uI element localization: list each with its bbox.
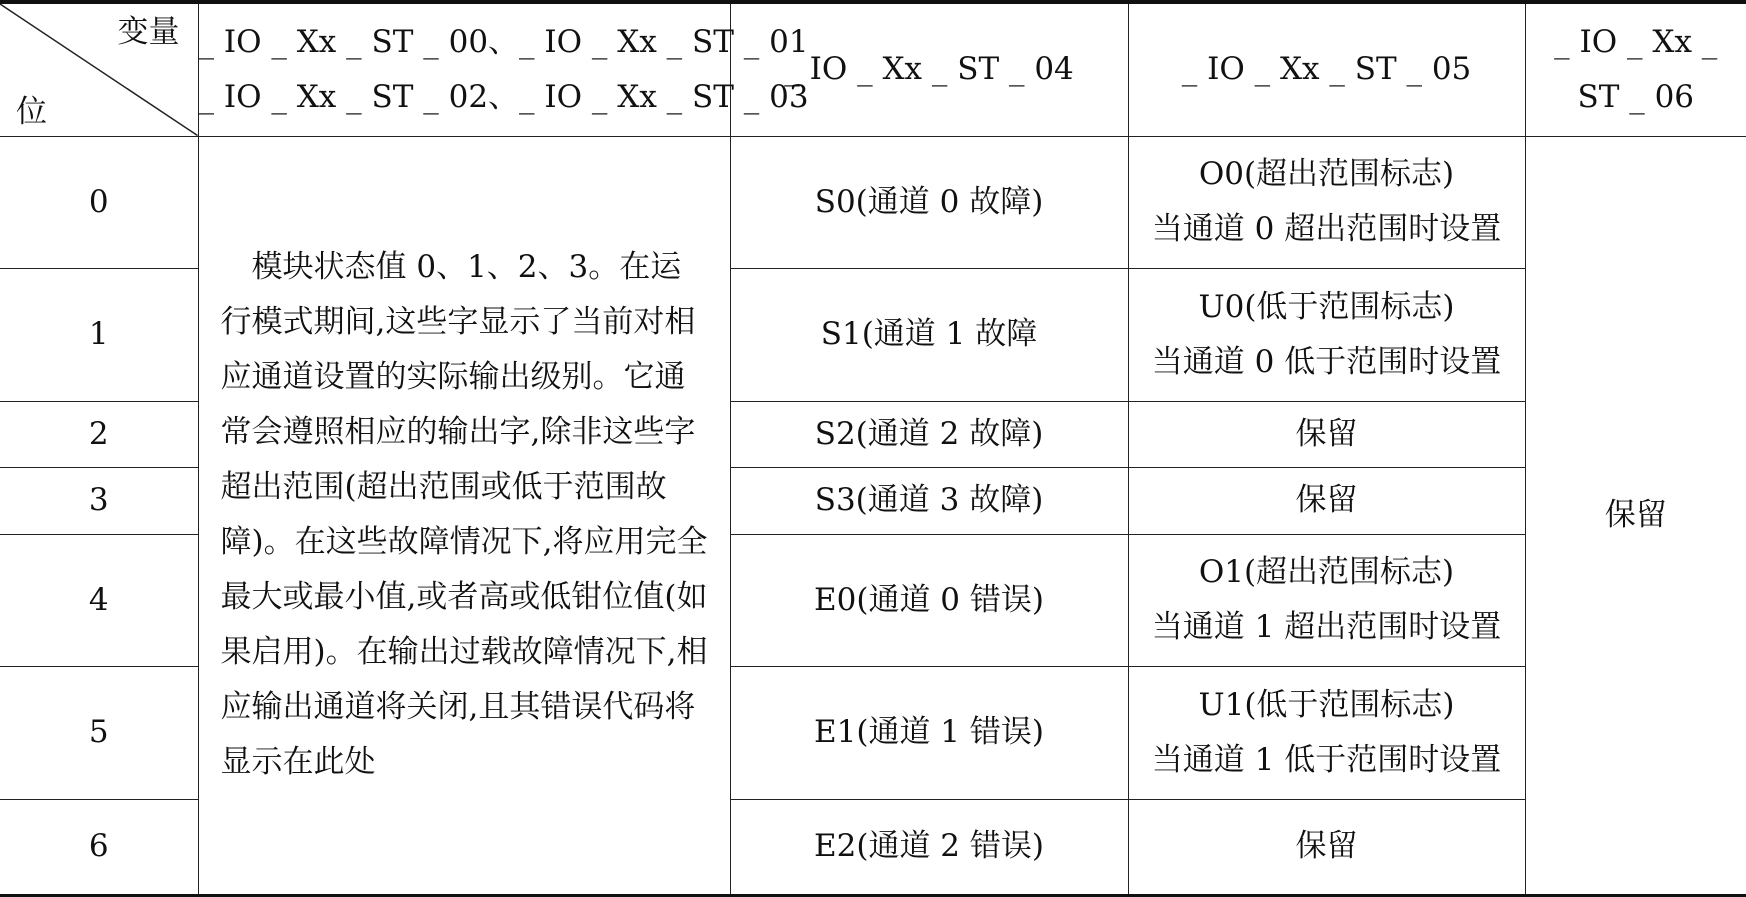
st05-condition-text: 当通道 1 超出范围时设置 [1129,600,1525,655]
bit-cell: 2 [0,401,198,467]
header-row [0,2,1746,136]
header-st04: _ IO _ Xx _ ST _ 04 [730,2,1128,136]
bit-header-label: 位 [16,94,47,130]
st06-reserved-cell: 保留 [1525,136,1746,895]
header-st00-03 [198,2,730,136]
bit-cell: 1 [0,268,198,401]
bit-cell: 6 [0,799,198,895]
st05-cell: 保留 [1128,467,1525,534]
table-row [0,136,1746,268]
header-st06-line2: ST _ 06 [1526,70,1746,125]
st04-cell: S2(通道 2 故障) [730,401,1128,467]
st04-cell: S0(通道 0 故障) [730,136,1128,268]
corner-header-cell [0,2,198,136]
st05-cell [1128,268,1525,401]
bit-cell: 5 [0,666,198,799]
bit-cell: 3 [0,467,198,534]
st05-cell [1128,534,1525,666]
header-st00-01-text: _ IO _ Xx _ ST _ 00、_ IO _ Xx _ ST _ 01 [199,15,730,70]
header-st06-line1: _ IO _ Xx _ [1526,15,1746,70]
st04-cell: S1(通道 1 故障 [730,268,1128,401]
header-st05: _ IO _ Xx _ ST _ 05 [1128,2,1525,136]
st05-flag-text: U0(低于范围标志) [1129,280,1525,335]
st04-cell: E2(通道 2 错误) [730,799,1128,895]
st05-cell [1128,666,1525,799]
module-status-description: 模块状态值 0、1、2、3。在运行模式期间,这些字显示了当前对相应通道设置的实际输出级别。它通常会遵照相应的输出字,除非这些字超出范围(超出范围或低于范围故障)。在这些故障情况下,将应用完全最大或最小值,或者高或低钳位值(如果启用)。在输出过载故障情况下,相应输出通道将关闭,且其错误代码将显示在此处 [198,136,730,895]
header-st02-03-text: _ IO _ Xx _ ST _ 02、_ IO _ Xx _ ST _ 03 [199,70,730,125]
st05-condition-text: 当通道 0 低于范围时设置 [1129,335,1525,390]
st05-condition-text: 当通道 1 低于范围时设置 [1129,733,1525,788]
variable-header-label: 变量 [118,14,180,50]
st05-cell: 保留 [1128,401,1525,467]
bit-cell: 4 [0,534,198,666]
st05-cell: 保留 [1128,799,1525,895]
st05-flag-text: O0(超出范围标志) [1129,147,1525,202]
st04-cell: E1(通道 1 错误) [730,666,1128,799]
st05-condition-text: 当通道 0 超出范围时设置 [1129,202,1525,257]
st04-cell: S3(通道 3 故障) [730,467,1128,534]
header-st06 [1525,2,1746,136]
st05-cell [1128,136,1525,268]
st05-flag-text: U1(低于范围标志) [1129,678,1525,733]
st04-cell: E0(通道 0 错误) [730,534,1128,666]
bit-cell: 0 [0,136,198,268]
st05-flag-text: O1(超出范围标志) [1129,545,1525,600]
